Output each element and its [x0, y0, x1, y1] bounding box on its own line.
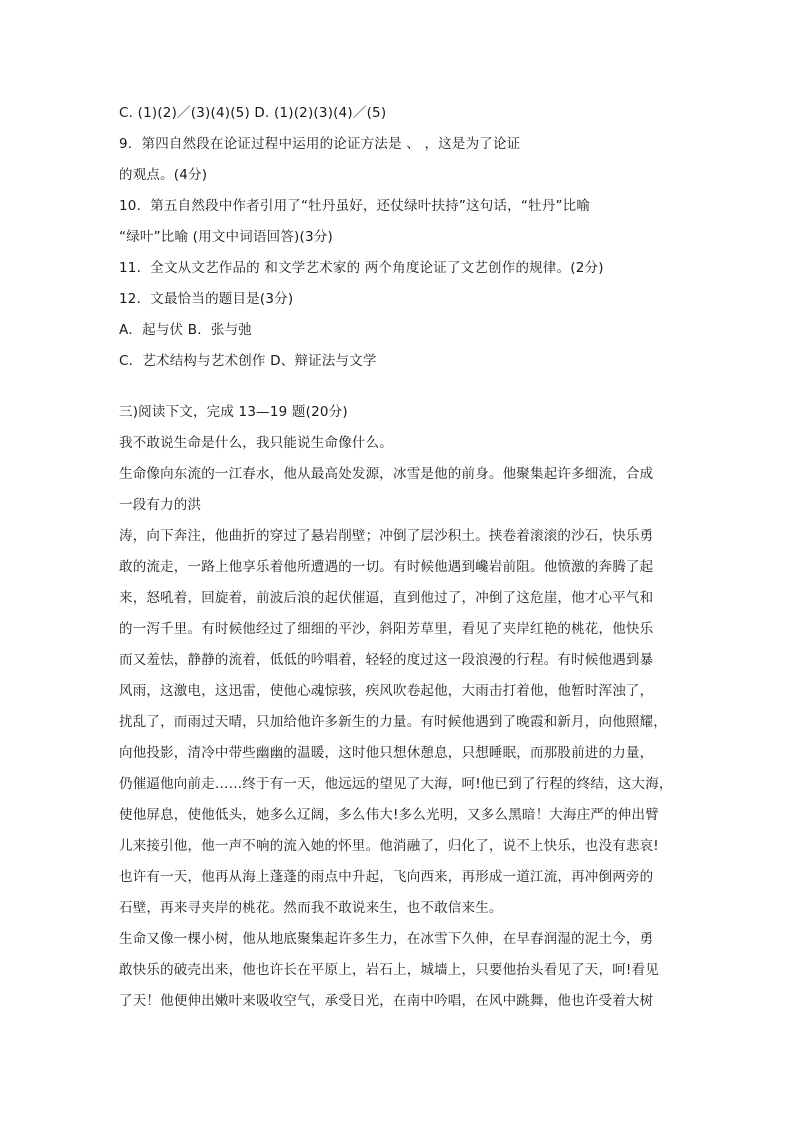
passage-line: 石壁，再来寻夹岸的桃花。然而我不敢说来生，也不敢信来生。 [119, 900, 503, 916]
passage-line: 来，怒吼着，回旋着，前波后浪的起伏催逼，直到他过了，冲倒了这危崖，他才心平气和 [119, 590, 654, 606]
question-8-option-cd: C. (1)(2)／(3)(4)(5) D. (1)(2)(3)(4)／(5) [119, 105, 387, 121]
passage-line: 的一泻千里。有时候他经过了细细的平沙，斜阳芳草里，看见了夹岸红艳的桃花，他快乐 [119, 621, 654, 637]
passage-line: 向他投影，清冷中带些幽幽的温暖，这时他只想休憩息，只想睡眠，而那股前进的力量， [119, 745, 654, 761]
passage-line: 了天！他便伸出嫩叶来吸收空气，承受日光，在南中吟唱，在风中跳舞，他也许受着大树 [119, 993, 654, 1009]
passage-line: 生命又像一棵小树，他从地底聚集起许多生力，在冰雪下久伸，在早春润湿的泥土今，勇 [119, 931, 654, 947]
question-9: 9．第四自然段在论证过程中运用的论证方法是 、 ，这是为了论证 [119, 136, 521, 152]
question-10: 10．第五自然段中作者引用了“牡丹虽好，还仗绿叶扶持”这句话，“牡丹”比喻 [119, 198, 591, 214]
passage-line: 一段有力的洪 [119, 497, 202, 513]
passage-line: 我不敢说生命是什么，我只能说生命像什么。 [119, 435, 393, 451]
passage-line: 敢的流走，一路上他享乐着他所遭遇的一切。有时候他遇到巉岩前阻。他愤激的奔腾了起 [119, 559, 654, 575]
question-11: 11．全文从文艺作品的 和文学艺术家的 两个角度论证了文艺创作的规律。(2分) [119, 260, 604, 276]
passage-line: 生命像向东流的一江春水，他从最高处发源，冰雪是他的前身。他聚集起许多细流，合成 [119, 466, 654, 482]
passage-line: 使他屏息，使他低头，她多么辽阔，多么伟大!多么光明，又多么黑暗！大海庄严的伸出臂 [119, 807, 659, 823]
passage-line: 而又羞怯，静静的流着，低低的吟唱着，轻轻的度过这一段浪漫的行程。有时候他遇到暴 [119, 652, 654, 668]
passage-line: 仍催逼他向前走……终于有一天，他远远的望见了大海，呵!他已到了行程的终结，这大海， [119, 776, 673, 792]
passage-line: 涛，向下奔注，他曲折的穿过了悬岩削壁；冲倒了层沙积土。挟卷着滚滚的沙石，快乐勇 [119, 528, 654, 544]
question-12-option-cd: C．艺术结构与艺术创作 D、辩证法与文学 [119, 353, 377, 369]
section-3-heading: 三)阅读下文，完成 13—19 题(20分) [119, 404, 348, 420]
passage-line: 敢快乐的破壳出来，他也许长在平原上，岩石上，城墙上，只要他抬头看见了天，呵!看见 [119, 962, 659, 978]
question-12: 12．文最恰当的题目是(3分) [119, 291, 294, 307]
passage-line: 风雨，这激电，这迅雷，使他心魂惊骇，疾风吹卷起他，大雨击打着他，他暂时浑浊了， [119, 683, 654, 699]
passage-line: 儿来接引他，他一声不响的流入她的怀里。他消融了，归化了，说不上快乐，也没有悲哀! [119, 838, 659, 854]
question-10-continued: “绿叶”比喻 (用文中词语回答)(3分) [119, 229, 333, 245]
question-12-option-ab: A．起与伏 B．张与弛 [119, 322, 252, 338]
question-9-continued: 的观点。(4分) [119, 167, 208, 183]
passage-line: 扰乱了，而雨过天晴，只加给他许多新生的力量。有时候他遇到了晚霞和新月，向他照耀， [119, 714, 667, 730]
passage-line: 也许有一天，他再从海上蓬蓬的雨点中升起，飞向西来，再形成一道江流，再冲倒两旁的 [119, 869, 654, 885]
